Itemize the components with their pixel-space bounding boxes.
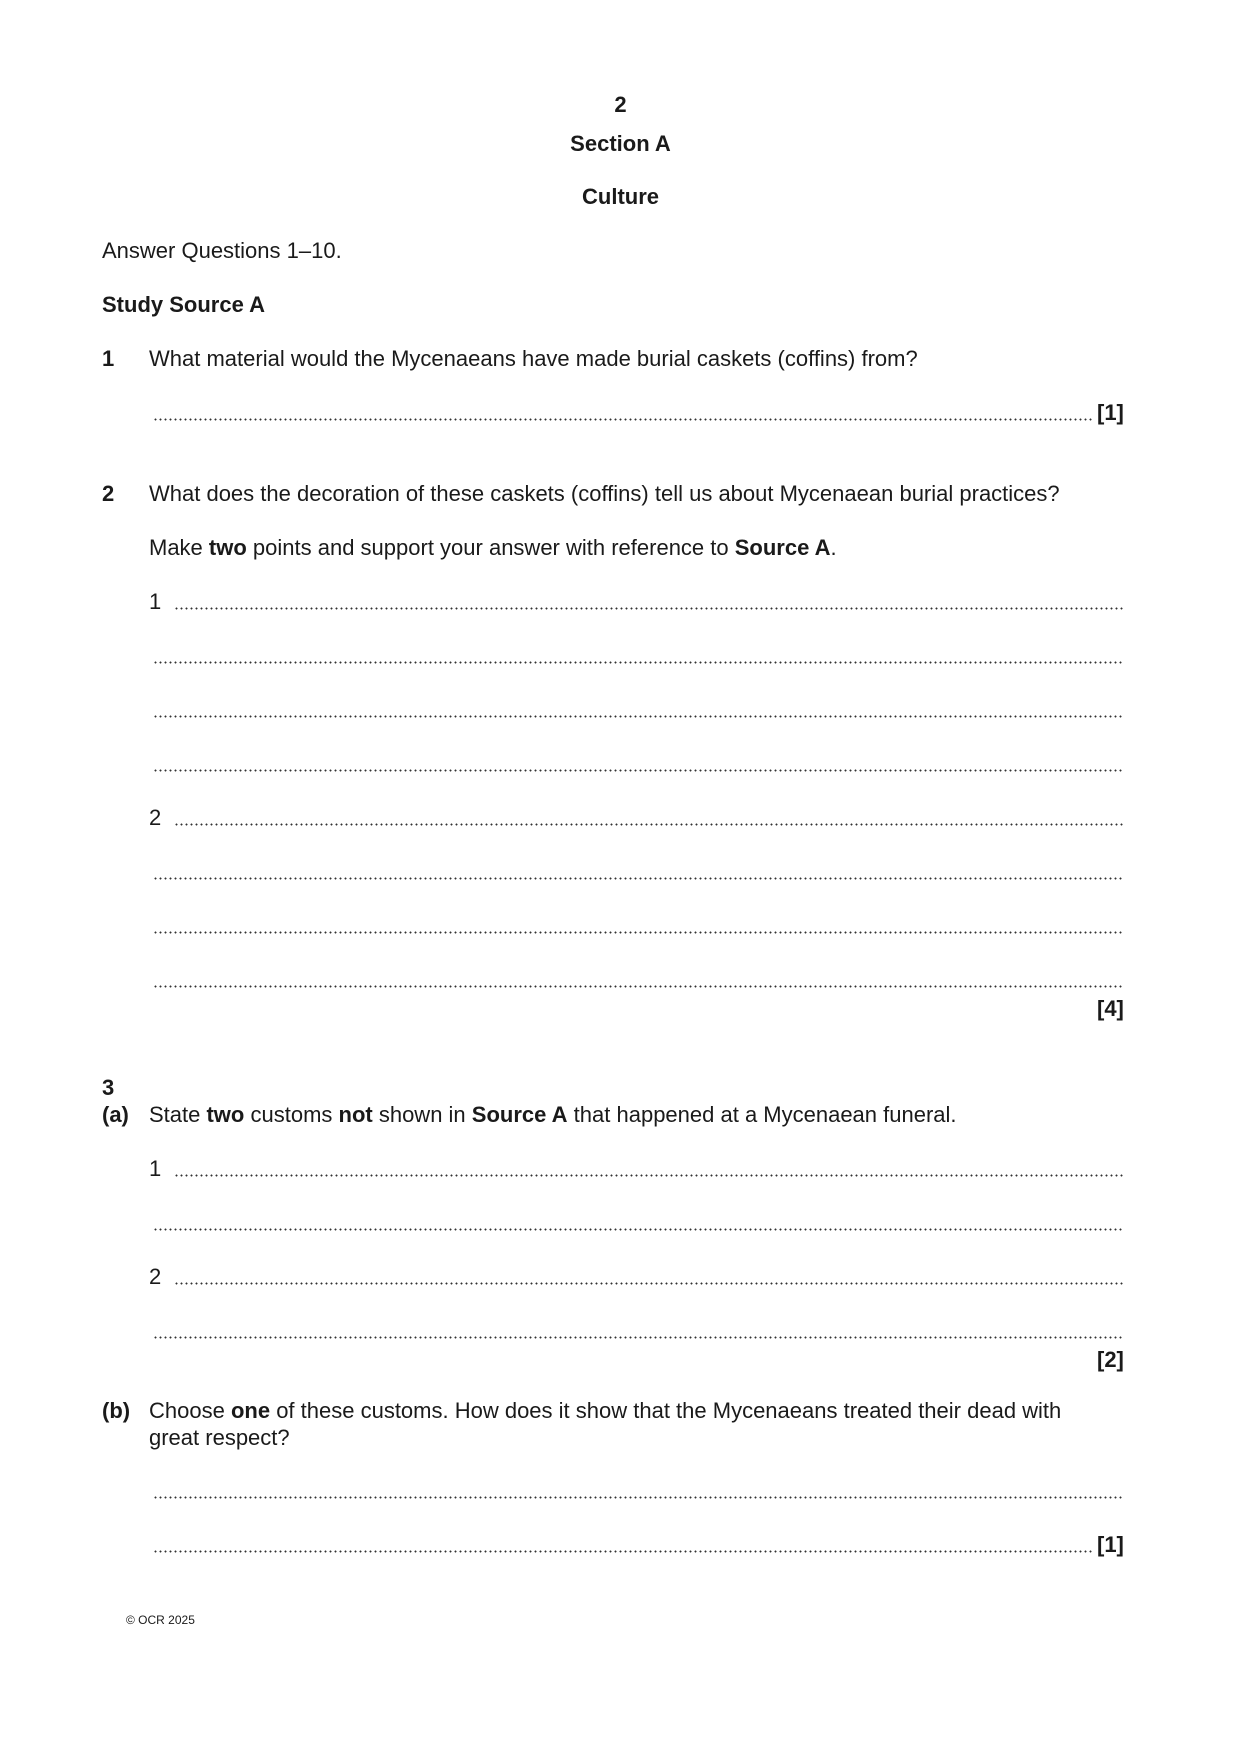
question-text-part: customs (244, 1102, 339, 1127)
copyright-footer: © OCR 2025 (126, 1613, 195, 1627)
answer-line[interactable] (153, 715, 1124, 718)
part-label: (a) (102, 1102, 129, 1127)
answer-line[interactable] (153, 1228, 1124, 1231)
instruction-text: Make (149, 535, 209, 560)
answer-line[interactable] (153, 1550, 1093, 1553)
question-text-part: of these customs. How does it show that the Mycenaeans treated their dead with (270, 1398, 1062, 1423)
question-text: What material would the Mycenaeans have made burial caskets (coffins) from? (149, 346, 918, 371)
answer-line[interactable] (174, 607, 1124, 610)
answer-line[interactable] (153, 1336, 1124, 1339)
answer-line[interactable] (153, 769, 1124, 772)
answer-line[interactable] (153, 877, 1124, 880)
question-text-part: that happened at a Mycenaean funeral. (567, 1102, 957, 1127)
question-text-part: Choose (149, 1398, 231, 1423)
question-emphasis: not (338, 1102, 373, 1127)
part-label: (b) (102, 1398, 131, 1423)
instruction-text: . (830, 535, 837, 560)
question-text-continued: great respect? (149, 1425, 290, 1450)
question-text: What does the decoration of these caskets (coffins) tell us about Mycenaean burial practices? (149, 481, 1060, 506)
section-title: Section A (570, 131, 671, 156)
page-number: 2 (614, 92, 627, 117)
answer-line[interactable] (153, 1496, 1124, 1499)
question-number: 1 (102, 346, 115, 371)
answer-line[interactable] (153, 418, 1093, 421)
instruction-emphasis: two (208, 535, 247, 560)
study-source-heading: Study Source A (102, 292, 265, 317)
question-emphasis: two (206, 1102, 245, 1127)
source-reference: Source A (734, 535, 831, 560)
instruction-text: points and support your answer with reference to (246, 535, 735, 560)
marks: [1] (1097, 1532, 1124, 1557)
answer-line[interactable] (153, 661, 1124, 664)
answer-line[interactable] (153, 985, 1124, 988)
question-emphasis: one (230, 1398, 271, 1423)
question-number: 2 (102, 481, 115, 506)
marks: [2] (1097, 1347, 1124, 1372)
question-number: 3 (102, 1075, 115, 1100)
point-label: 1 (149, 589, 162, 614)
question-text-part: shown in (372, 1102, 472, 1127)
question-text-part: State (149, 1102, 207, 1127)
question-text (149, 1398, 1061, 1424)
section-subtitle: Culture (582, 184, 659, 209)
answer-line[interactable] (174, 823, 1124, 826)
answer-line[interactable] (174, 1282, 1124, 1285)
marks: [1] (1097, 400, 1124, 425)
point-label: 2 (149, 805, 162, 830)
point-label: 2 (149, 1264, 162, 1289)
instruction: Answer Questions 1–10. (102, 238, 342, 263)
question-text (149, 1102, 957, 1128)
answer-line[interactable] (153, 931, 1124, 934)
question-instruction (149, 535, 837, 561)
marks: [4] (1097, 996, 1124, 1021)
source-reference: Source A (471, 1102, 568, 1127)
answer-line[interactable] (174, 1174, 1124, 1177)
point-label: 1 (149, 1156, 162, 1181)
